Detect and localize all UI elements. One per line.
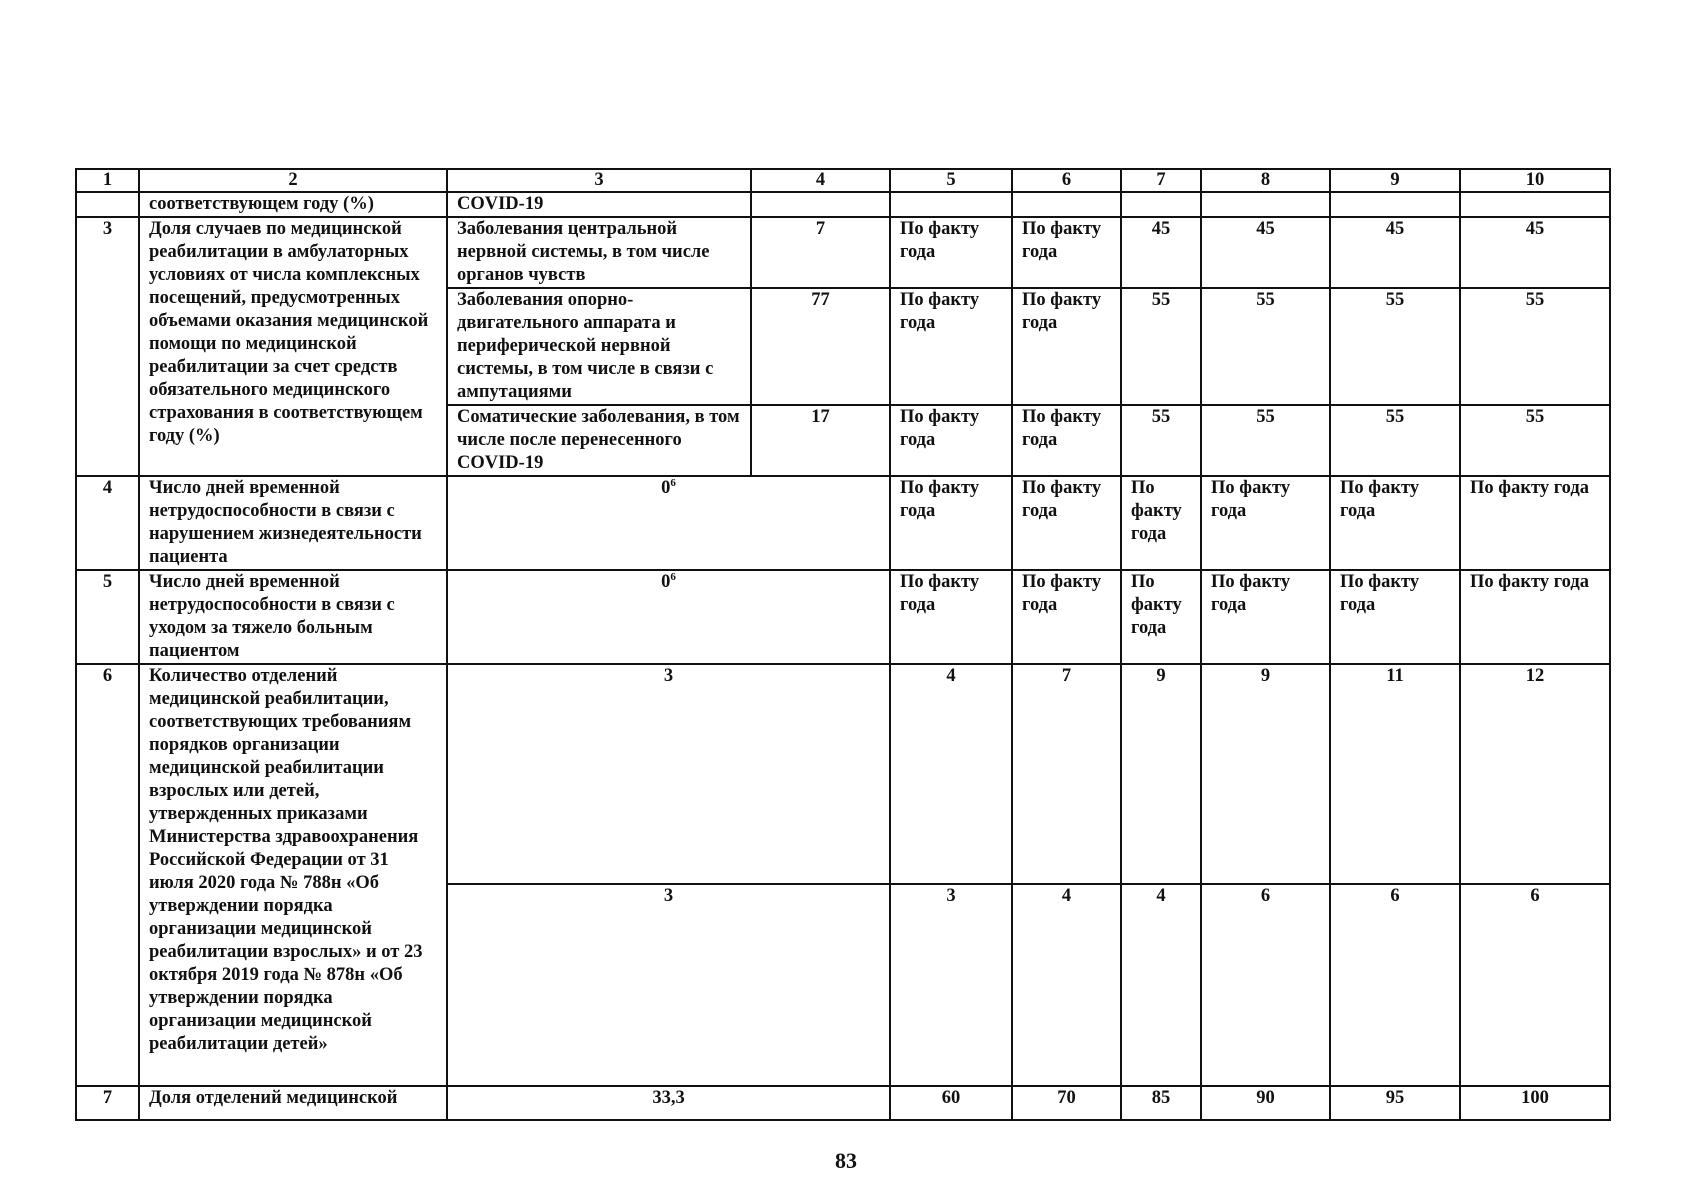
row-number-cell [76,192,139,217]
value-cell: 70 [1012,1086,1121,1120]
table-row [76,1086,1610,1120]
value-cell [1201,192,1330,217]
value-cell: По факту года [890,476,1012,570]
column-number-8: 8 [1201,169,1330,192]
value-cell: 55 [1121,405,1201,476]
column-number-1: 1 [76,169,139,192]
table-row [76,217,1610,288]
base-value: 77 [751,288,890,405]
value-cell: 45 [1201,217,1330,288]
table-row [76,664,1610,884]
column-number-row [76,169,1610,192]
value-cell: 9 [1121,664,1201,884]
value-cell [751,192,890,217]
base-value-number: 0 [661,478,671,498]
row-number: 6 [76,664,139,1086]
value-cell: 95 [1330,1086,1460,1120]
value-cell: По факту года [1201,476,1330,570]
row-number: 3 [76,217,139,476]
indicator-text: Доля случаев по медицинской реабилитации в амбулаторных условиях от числа комплексных посещений, предусмотренных объемами оказания медицинской помощи по медицинской реабилитации за счет средств обязательного медицинского страхования в соответствующем году (%) [139,217,447,476]
value-cell: 11 [1330,664,1460,884]
value-cell: По факту года [1012,217,1121,288]
base-value-number: 0 [661,572,671,592]
value-cell: По факту года [1121,570,1201,664]
column-number-5: 5 [890,169,1012,192]
value-cell: По факту года [1121,476,1201,570]
indicator-text-continued: соответствующем году (%) [139,192,447,217]
table-row [76,192,1610,217]
value-cell: По факту года [890,288,1012,405]
value-cell [1330,192,1460,217]
value-cell: 4 [1012,884,1121,1086]
value-cell [1012,192,1121,217]
column-number-6: 6 [1012,169,1121,192]
value-cell: 55 [1201,405,1330,476]
category-text: Соматические заболевания, в том числе после перенесенного COVID-19 [447,405,751,476]
value-cell: 55 [1121,288,1201,405]
value-cell: По факту года [1330,476,1460,570]
value-cell: По факту года [890,570,1012,664]
column-number-2: 2 [139,169,447,192]
indicator-text: Доля отделений медицинской [139,1086,447,1120]
value-cell: 60 [890,1086,1012,1120]
value-cell: По факту года [1460,570,1610,664]
value-cell: 6 [1330,884,1460,1086]
column-number-4: 4 [751,169,890,192]
base-value: 33,3 [447,1086,890,1120]
value-cell: 45 [1330,217,1460,288]
column-number-7: 7 [1121,169,1201,192]
column-number-9: 9 [1330,169,1460,192]
value-cell: 55 [1460,288,1610,405]
value-cell: По факту года [1012,405,1121,476]
value-cell: По факту года [1012,288,1121,405]
value-cell: 4 [890,664,1012,884]
value-cell: По факту года [890,217,1012,288]
base-value: 3 [447,884,890,1086]
value-cell: 12 [1460,664,1610,884]
value-cell [890,192,1012,217]
base-value [447,570,890,664]
value-cell: По факту года [890,405,1012,476]
page-number: 83 [835,1148,857,1173]
category-text: Заболевания опорно-двигательного аппарата и периферической нервной системы, в том числе в связи с ампутациями [447,288,751,405]
value-cell: 55 [1330,288,1460,405]
value-cell: 6 [1201,884,1330,1086]
table-row [76,476,1610,570]
base-value: 17 [751,405,890,476]
value-cell: 55 [1330,405,1460,476]
table-row [76,570,1610,664]
value-cell: По факту года [1012,476,1121,570]
value-cell: 7 [1012,664,1121,884]
value-cell: 85 [1121,1086,1201,1120]
value-cell: 100 [1460,1086,1610,1120]
row-number: 5 [76,570,139,664]
value-cell: 45 [1121,217,1201,288]
column-number-10: 10 [1460,169,1610,192]
value-cell: 55 [1201,288,1330,405]
category-text: Заболевания центральной нервной системы, в том числе органов чувств [447,217,751,288]
value-cell: По факту года [1201,570,1330,664]
indicator-text: Количество отделений медицинской реабилитации, соответствующих требованиям порядков организации медицинской реабилитации взрослых или детей, утвержденных приказами Министерства здравоохранения Российской Федерации от 31 июля 2020 года № 788н «Об утверждении порядка организации медицинской реабилитации взрослых» и от 23 октября 2019 года № 878н «Об утверждении порядка организации медицинской реабилитации детей» [139,664,447,1086]
base-value: 3 [447,664,890,884]
value-cell: 9 [1201,664,1330,884]
column-number-3: 3 [447,169,751,192]
footnote-marker: 6 [670,570,676,583]
value-cell: 3 [890,884,1012,1086]
base-value [447,476,890,570]
indicator-table [75,168,1611,1121]
row-number: 4 [76,476,139,570]
value-cell: 45 [1460,217,1610,288]
value-cell: 4 [1121,884,1201,1086]
value-cell: По факту года [1460,476,1610,570]
category-text-continued: COVID-19 [447,192,751,217]
footnote-marker: 6 [670,476,676,489]
value-cell: По факту года [1330,570,1460,664]
value-cell: 90 [1201,1086,1330,1120]
value-cell: 6 [1460,884,1610,1086]
value-cell: 55 [1460,405,1610,476]
indicator-text: Число дней временной нетрудоспособности в связи с уходом за тяжело больным пациентом [139,570,447,664]
base-value: 7 [751,217,890,288]
row-number: 7 [76,1086,139,1120]
value-cell [1460,192,1610,217]
value-cell [1121,192,1201,217]
indicator-text: Число дней временной нетрудоспособности в связи с нарушением жизнедеятельности пациента [139,476,447,570]
value-cell: По факту года [1012,570,1121,664]
